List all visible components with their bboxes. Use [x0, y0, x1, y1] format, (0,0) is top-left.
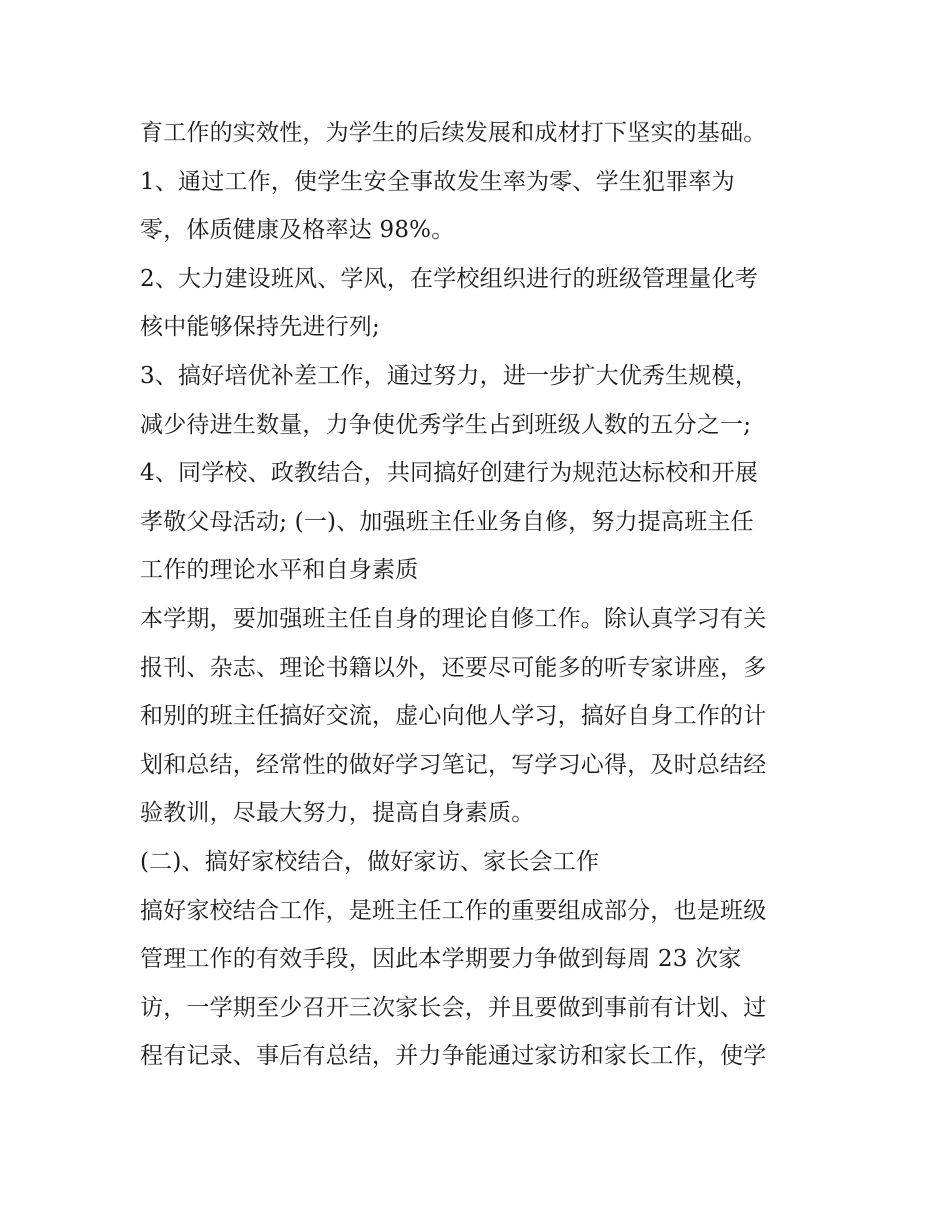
text-line: 管理工作的有效手段，因此本学期要力争做到每周 23 次家 — [140, 946, 742, 973]
text-line: 和别的班主任搞好交流，虚心向他人学习，搞好自身工作的计 — [140, 703, 767, 730]
text-line: 2、大力建设班风、学风，在学校组织进行的班级管理量化考 — [140, 265, 759, 292]
text-line: (二)、搞好家校结合，做好家访、家长会工作 — [140, 848, 600, 875]
text-line: 验教训，尽最大努力，提高自身素质。 — [140, 800, 535, 827]
text-line: 本学期，要加强班主任自身的理论自修工作。除认真学习有关 — [140, 605, 767, 632]
text-line: 3、搞好培优补差工作，通过努力，进一步扩大优秀生规模， — [140, 362, 759, 389]
text-line: 划和总结，经常性的做好学习笔记，写学习心得，及时总结经 — [140, 751, 767, 778]
text-line: 核中能够保持先进行列; — [140, 314, 380, 341]
text-line: 搞好家校结合工作，是班主任工作的重要组成部分，也是班级 — [140, 897, 767, 924]
document-body — [140, 109, 830, 1081]
text-line: 报刊、杂志、理论书籍以外，还要尽可能多的听专家讲座，多 — [140, 654, 767, 681]
text-line: 程有记录、事后有总结，并力争能通过家访和家长工作，使学 — [140, 1043, 767, 1070]
text-line: 育工作的实效性，为学生的后续发展和成材打下坚实的基础。 — [140, 120, 767, 146]
text-line: 工作的理论水平和自身素质 — [140, 557, 419, 584]
text-line: 访，一学期至少召开三次家长会，并且要做到事前有计划、过 — [140, 994, 767, 1021]
text-line: 减少待进生数量，力争使优秀学生占到班级人数的五分之一; — [140, 411, 752, 438]
text-line: 1、通过工作，使学生安全事故发生率为零、学生犯罪率为 — [140, 168, 735, 195]
text-line: 4、同学校、政教结合，共同搞好创建行为规范达标校和开展 — [140, 460, 759, 487]
text-line: 零，体质健康及格率达 98%。 — [140, 217, 455, 244]
text-line: 孝敬父母活动; (一)、加强班主任业务自修，努力提高班主任 — [140, 508, 754, 535]
